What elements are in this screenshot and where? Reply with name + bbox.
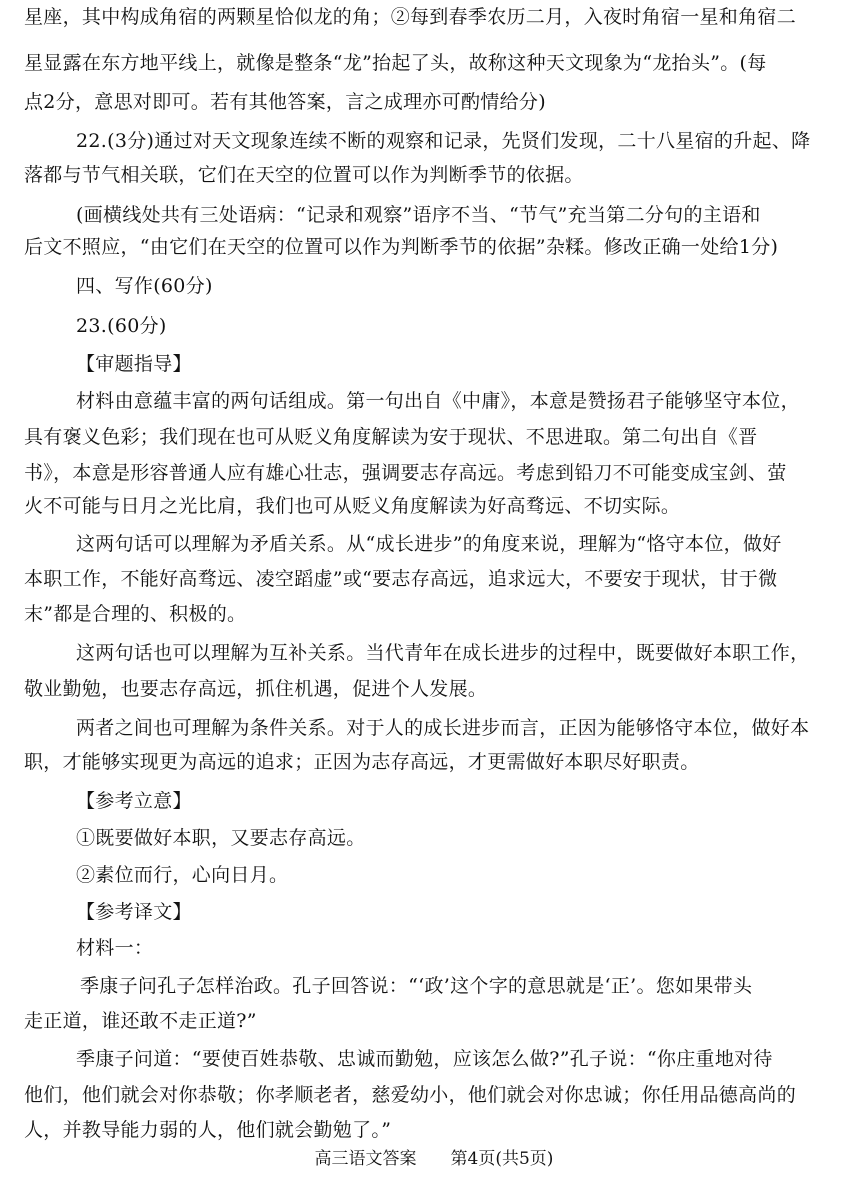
text-line: 职，才能够实现更为高远的追求；正因为志存高远，才更需做好本职尽好职责。 bbox=[24, 751, 700, 773]
text-line: 落都与节气相关联，它们在天空的位置可以作为判断季节的依据。 bbox=[24, 164, 584, 186]
text-line: 本职工作，不能好高骛远、凌空蹈虚”或“要志存高远，追求远大，不要安于现状，甘于微 bbox=[24, 568, 778, 590]
text-line: 星显露在东方地平线上，就像是整条“龙”抬起了头，故称这种天文现象为“龙抬头”。(每 bbox=[24, 52, 767, 74]
text-line: 走正道，谁还敢不走正道?” bbox=[24, 1010, 257, 1032]
text-line: 敬业勤勉，也要志存高远，抓住机遇，促进个人发展。 bbox=[24, 678, 488, 700]
text-line: 后文不照应，“由它们在天空的位置可以作为判断季节的依据”杂糅。修改正确一处给1分) bbox=[24, 236, 779, 258]
subheading-guidance: 【审题指导】 bbox=[76, 353, 192, 375]
question-22-answer: 22.(3分)通过对天文现象连续不断的观察和记录，先贤们发现，二十八星宿的升起、降 bbox=[76, 130, 811, 152]
text-line: 具有褒义色彩；我们现在也可从贬义角度解读为安于现状、不思进取。第二句出自《晋 bbox=[24, 426, 758, 448]
page-footer: 高三语文答案 第4页(共5页) bbox=[314, 1149, 554, 1169]
text-line: 星座，其中构成角宿的两颗星恰似龙的角；②每到春季农历二月，入夜时角宿一星和角宿二 bbox=[24, 6, 797, 28]
theme-item: ②素位而行，心向日月。 bbox=[76, 864, 289, 886]
text-line: 书》，本意是形容普通人应有雄心壮志，强调要志存高远。考虑到铅刀不可能变成宝剑、萤 bbox=[24, 462, 787, 484]
text-line: 人，并教导能力弱的人，他们就会勤勉了。” bbox=[24, 1119, 392, 1141]
paragraph-line: 季康子问道：“要使百姓恭敬、忠诚而勤勉，应该怎么做?”孔子说：“你庄重地对待 bbox=[76, 1048, 773, 1070]
text-line: 他们，他们就会对你恭敬；你孝顺老者，慈爱幼小，他们就会对你忠诚；你任用品德高尚的 bbox=[24, 1084, 797, 1106]
paragraph-line: 两者之间也可理解为条件关系。对于人的成长进步而言，正因为能够恪守本位，做好本 bbox=[76, 717, 810, 739]
material-label: 材料一： bbox=[76, 937, 154, 959]
subheading-reference-translation: 【参考译文】 bbox=[76, 901, 192, 923]
theme-item: ①既要做好本职，又要志存高远。 bbox=[76, 827, 366, 849]
subheading-reference-theme: 【参考立意】 bbox=[76, 790, 192, 812]
text-line: 末”都是合理的、积极的。 bbox=[24, 603, 247, 625]
text-line: 火不可能与日月之光比肩，我们也可从贬义角度解读为好高骛远、不切实际。 bbox=[24, 495, 681, 517]
text-line: 点2分，意思对即可。若有其他答案，言之成理亦可酌情给分) bbox=[24, 91, 546, 113]
paragraph-line: 材料由意蕴丰富的两句话组成。第一句出自《中庸》，本意是赞扬君子能够坚守本位， bbox=[76, 390, 800, 412]
question-23-heading: 23.(60分) bbox=[76, 315, 167, 337]
scoring-note: (画横线处共有三处语病：“记录和观察”语序不当、“节气”充当第二分句的主语和 bbox=[76, 204, 761, 226]
section-heading-writing: 四、写作(60分) bbox=[76, 275, 213, 297]
paragraph-line: 季康子问孔子怎样治政。孔子回答说：“‘政’这个字的意思就是‘正’。您如果带头 bbox=[80, 975, 753, 997]
paragraph-line: 这两句话可以理解为矛盾关系。从“成长进步”的角度来说，理解为“恪守本位，做好 bbox=[76, 533, 782, 555]
paragraph-line: 这两句话也可以理解为互补关系。当代青年在成长进步的过程中，既要做好本职工作， bbox=[76, 642, 810, 664]
